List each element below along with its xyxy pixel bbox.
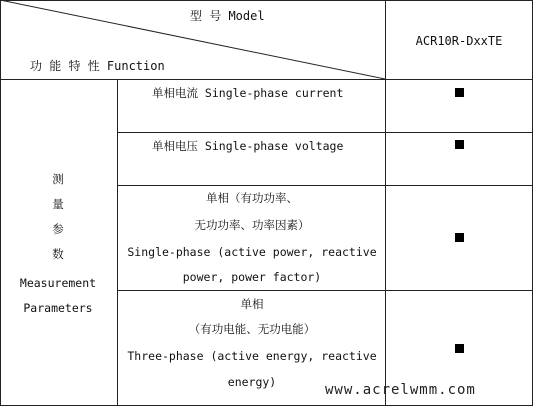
section-label-line-1: 测	[52, 172, 64, 186]
row-3-label-line-3: Single-phase (active power, reactive	[127, 245, 377, 259]
header-model-label: 型 号 Model	[190, 9, 265, 23]
row-4-label-line-4: energy)	[227, 375, 277, 389]
row-3-label-line-1: 单相（有功功率、	[206, 191, 298, 205]
row-3-label-line-2: 无功功率、功率因素）	[194, 218, 310, 232]
section-label-line-6: Parameters	[23, 301, 93, 315]
row-3-supported-mark	[455, 233, 464, 242]
row-2-supported-mark	[455, 140, 464, 149]
row-3-label-line-4: power, power factor)	[182, 270, 322, 284]
row-2-label: 单相电压 Single-phase voltage	[152, 139, 344, 153]
header-function-label: 功 能 特 性 Function	[30, 59, 165, 73]
section-label-line-4: 数	[52, 247, 64, 261]
row-4-label-line-3: Three-phase (active energy, reactive	[127, 349, 377, 363]
section-label-line-2: 量	[52, 197, 64, 211]
section-label-line-3: 参	[52, 222, 64, 236]
row-4-label-line-2: （有功电能、无功电能）	[188, 322, 316, 336]
row-4-supported-mark	[455, 344, 464, 353]
section-label-line-5: Measurement	[19, 276, 97, 290]
row-1-label: 单相电流 Single-phase current	[152, 86, 344, 100]
row-4-label-line-1: 单相	[240, 297, 264, 311]
header-model-value: ACR10R-DxxTE	[415, 34, 503, 48]
watermark-url: www.acrelwmm.com	[325, 382, 476, 398]
row-1-supported-mark	[455, 88, 464, 97]
